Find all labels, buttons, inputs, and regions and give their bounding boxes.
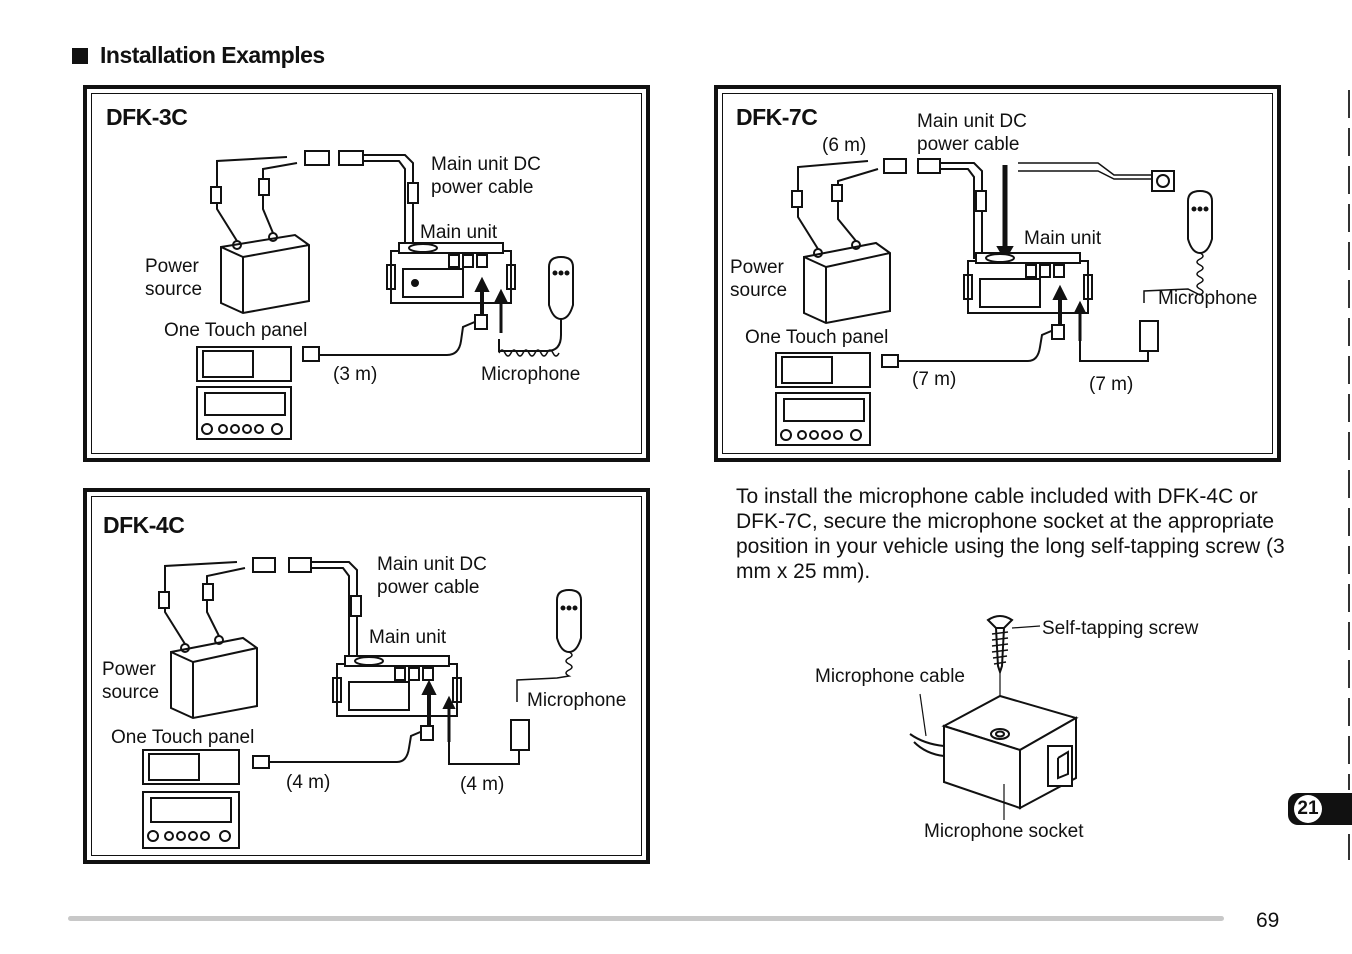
battery-icon [221,233,309,313]
battery-icon [804,241,890,323]
main-unit-icon [333,656,461,716]
socket-box-icon [944,696,1076,808]
dfk4c-main-unit-label: Main unit [369,627,447,648]
dfk7c-main-unit-label: Main unit [1024,228,1102,249]
dfk7c-title: DFK-7C [736,104,818,130]
dfk4c-mic-length-label: (4 m) [460,774,505,795]
dfk7c-panel [714,85,1281,462]
dfk4c-wiring-diagram [87,492,654,868]
screw-icon [988,616,1012,672]
microphone-cable-label: Microphone cable [815,666,965,687]
dfk3c-title: DFK-3C [106,104,188,130]
main-unit-icon [964,253,1092,313]
instruction-paragraph: To install the microphone cable included with DFK-4C or DFK-7C, secure the microphone socket at the appropriate position in your vehicle using the long self-tapping screw (3 mm x 25 mm). [736,485,1285,583]
footer-rule [68,916,1224,921]
dfk7c-mic-length-label: (7 m) [1089,374,1134,395]
dfk4c-dc-cable-label: Main unit DC power cable [377,554,487,598]
dfk4c-one-touch-label: One Touch panel [111,727,255,748]
microphone-socket-label: Microphone socket [924,821,1084,842]
heading-text: Installation Examples [100,42,325,68]
one-touch-panel-icon [143,750,239,848]
dfk4c-power-source-label: Power source [102,659,160,703]
section-heading [72,42,325,69]
battery-icon [171,636,257,718]
self-tapping-screw-label: Self-tapping screw [1042,618,1199,639]
chapter-tab [1288,793,1352,825]
one-touch-panel-icon [197,347,291,439]
dfk7c-power-source-label: Power source [730,257,788,301]
page-number: 69 [1256,909,1280,932]
chapter-number: 21 [1294,795,1322,823]
dfk7c-one-touch-label: One Touch panel [745,327,889,348]
heading-square-bullet [72,48,88,64]
dfk7c-panel-length-label: (7 m) [912,369,957,390]
dfk3c-length-label: (3 m) [333,364,378,385]
dfk3c-one-touch-label: One Touch panel [164,320,308,341]
dfk3c-microphone-label: Microphone [481,364,581,385]
one-touch-panel-icon [776,353,870,445]
dfk4c-title: DFK-4C [103,512,185,538]
microphone-icon [517,590,581,702]
main-unit-icon [387,243,515,303]
microphone-socket-figure [900,606,1200,846]
dfk3c-main-unit-label: Main unit [420,222,498,243]
dfk3c-panel [83,85,650,462]
dfk4c-panel-length-label: (4 m) [286,772,331,793]
dfk7c-microphone-label: Microphone [1158,288,1258,309]
dfk3c-dc-cable-label: Main unit DC power cable [431,154,541,198]
dfk4c-microphone-label: Microphone [527,690,627,711]
dfk7c-dc-length-label: (6 m) [822,135,867,156]
dfk7c-dc-cable-label: Main unit DC power cable [917,111,1027,155]
dfk3c-power-source-label: Power source [145,256,203,300]
dfk4c-panel [83,488,650,864]
chapter-edge-marks [1346,90,1352,860]
